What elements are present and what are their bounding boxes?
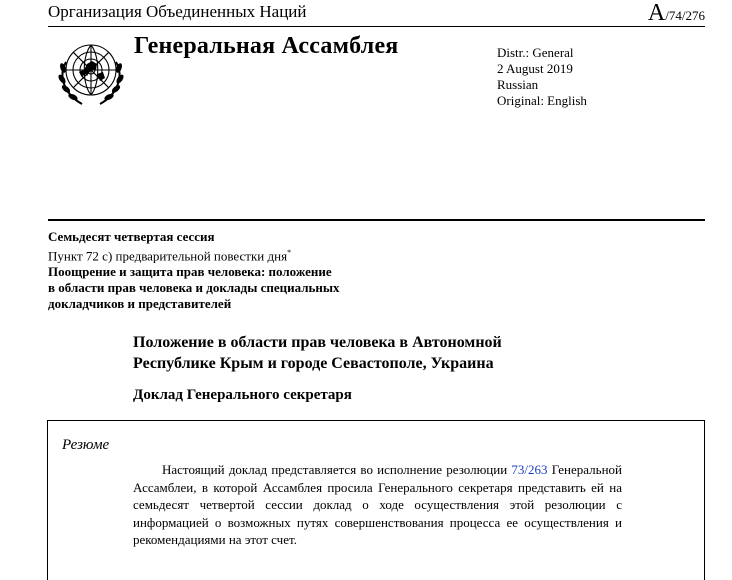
summary-text-after: Генеральной Ассамблеи, в которой Ассамблея просила Генерального секретаря представить ей на семьдесят четвертой сессии доклад о ходе осуществления этой резолюции с информацией о возможных путях совершенствования процесса ее осуществления и рекомендациями на этот счет. <box>133 462 622 547</box>
document-symbol <box>648 0 705 27</box>
summary-text-before: Настоящий доклад представляется во исполнение резолюции <box>162 462 512 477</box>
session-title: Семьдесят четвертая сессия <box>48 229 215 244</box>
distribution-date: 2 August 2019 <box>497 61 573 76</box>
agenda-topic-line: Поощрение и защита прав человека: положение <box>48 264 332 280</box>
agenda-item-text: Пункт 72 c) предварительной повестки дня <box>48 248 288 264</box>
footnote-marker: * <box>287 248 292 257</box>
resolution-link[interactable]: 73/263 <box>511 462 548 477</box>
body-title: Генеральная Ассамблея <box>134 33 399 59</box>
un-emblem-icon <box>51 34 131 114</box>
agenda-topic-line: в области прав человека и доклады специальных <box>48 280 340 296</box>
agenda-block <box>48 229 340 312</box>
agenda-item <box>48 245 340 264</box>
distribution-block <box>497 45 587 109</box>
agenda-topic-line: докладчиков и представителей <box>48 296 232 312</box>
header-rule <box>48 26 705 27</box>
distribution-line: Distr.: General <box>497 45 574 60</box>
symbol-suffix: /74/276 <box>665 8 705 23</box>
document-title-line: Положение в области прав человека в Автономной <box>133 334 502 351</box>
symbol-prefix: A <box>647 0 666 26</box>
document-title-line: Республике Крым и городе Севастополе, Украина <box>133 355 494 372</box>
summary-paragraph <box>133 461 622 549</box>
organization-name: Организация Объединенных Наций <box>48 2 307 21</box>
document-title <box>133 332 603 374</box>
summary-heading: Резюме <box>62 437 110 453</box>
distribution-language: Russian <box>497 77 539 92</box>
report-subtitle: Доклад Генерального секретаря <box>133 387 352 403</box>
section-rule <box>48 219 705 221</box>
distribution-original: Original: English <box>497 93 587 108</box>
